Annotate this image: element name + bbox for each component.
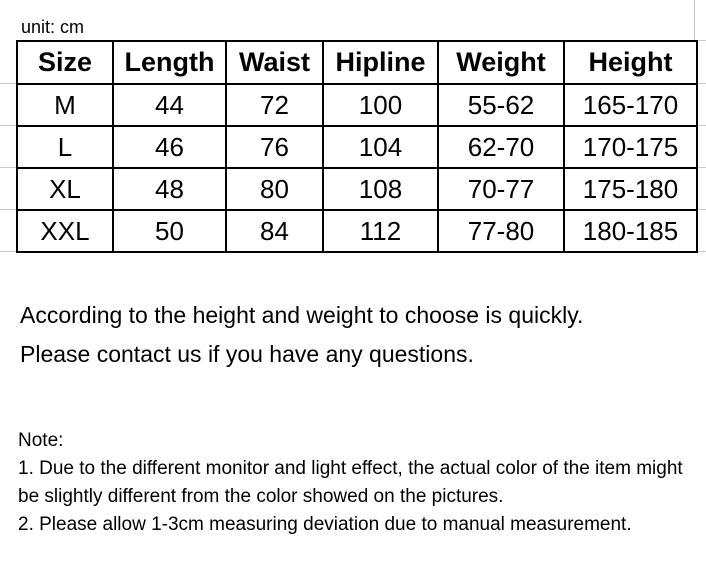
- note-item-2: 2. Please allow 1-3cm measuring deviation due to manual measurement.: [18, 514, 632, 535]
- table-row-xl: [17, 168, 697, 210]
- note-title: Note:: [18, 430, 64, 451]
- guidance-line-2: Please contact us if you have any questions.: [20, 341, 474, 367]
- cell-length: 46: [113, 126, 226, 168]
- column-header-height: Height: [564, 41, 697, 84]
- table-header-row: [17, 41, 697, 84]
- cell-weight: 55-62: [438, 84, 564, 126]
- cell-hipline: 100: [323, 84, 438, 126]
- table-row-l: [17, 126, 697, 168]
- cell-hipline: 104: [323, 126, 438, 168]
- table-row-xxl: [17, 210, 697, 252]
- gridline-stub: [0, 251, 16, 252]
- cell-waist: 84: [226, 210, 323, 252]
- cell-size: M: [17, 84, 113, 126]
- cell-length: 48: [113, 168, 226, 210]
- cell-height: 170-175: [564, 126, 697, 168]
- gridline-stub: [694, 0, 695, 40]
- cell-waist: 76: [226, 126, 323, 168]
- gridline-stub: [0, 125, 16, 126]
- guidance-text: [20, 296, 583, 374]
- cell-hipline: 112: [323, 210, 438, 252]
- guidance-line-1: According to the height and weight to choose is quickly.: [20, 302, 584, 328]
- gridline-stub: [0, 209, 16, 210]
- cell-length: 44: [113, 84, 226, 126]
- cell-waist: 72: [226, 84, 323, 126]
- size-chart-table: [16, 40, 698, 253]
- column-header-size: Size: [17, 41, 113, 84]
- cell-size: L: [17, 126, 113, 168]
- cell-weight: 70-77: [438, 168, 564, 210]
- cell-weight: 62-70: [438, 126, 564, 168]
- cell-height: 175-180: [564, 168, 697, 210]
- cell-height: 180-185: [564, 210, 697, 252]
- unit-label: unit: cm: [21, 17, 85, 37]
- cell-length: 50: [113, 210, 226, 252]
- column-header-weight: Weight: [438, 41, 564, 84]
- table-row-m: [17, 84, 697, 126]
- gridline-stub: [0, 83, 16, 84]
- cell-size: XXL: [17, 210, 113, 252]
- column-header-length: Length: [113, 41, 226, 84]
- cell-weight: 77-80: [438, 210, 564, 252]
- column-header-hipline: Hipline: [323, 41, 438, 84]
- note-block: [18, 427, 690, 539]
- column-header-waist: Waist: [226, 41, 323, 84]
- cell-hipline: 108: [323, 168, 438, 210]
- gridline-stub: [0, 167, 16, 168]
- cell-height: 165-170: [564, 84, 697, 126]
- note-item-1: 1. Due to the different monitor and light effect, the actual color of the item might be slightly different from the color showed on the pictures.: [18, 458, 683, 507]
- cell-waist: 80: [226, 168, 323, 210]
- cell-size: XL: [17, 168, 113, 210]
